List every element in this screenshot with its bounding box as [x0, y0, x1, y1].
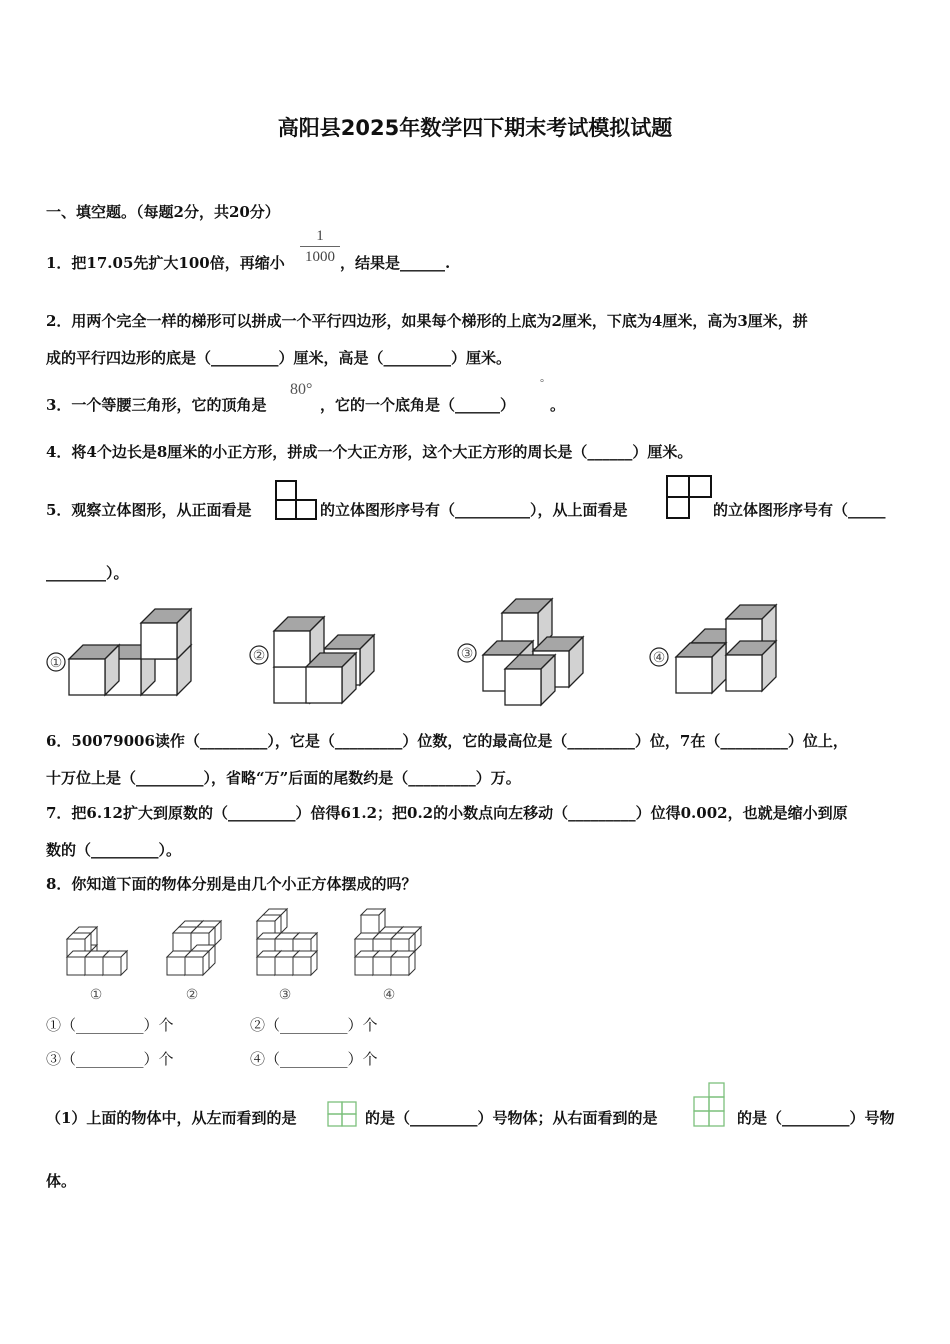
q5-text-b: 的立体图形序号有（__________），从上面看是: [320, 501, 628, 519]
q7-line2: 数的（_________）。: [46, 841, 182, 859]
q8-stem: 8．你知道下面的物体分别是由几个小正方体摆成的吗？: [46, 875, 417, 893]
q8-figure-2: [167, 921, 221, 1003]
figure-4: [650, 605, 776, 693]
figure-label: ②: [185, 988, 199, 1003]
q2-line1: 2．用两个完全一样的梯形可以拼成一个平行四边形，如果每个梯形的上底为2厘米，下底为4厘米，高为3厘米，拼: [46, 312, 808, 330]
q8-answer-1: ①（_________）个: [46, 1016, 174, 1034]
q8-figure-3: [257, 909, 317, 1003]
top-view-icon: [665, 474, 713, 520]
figure-label: ④: [382, 988, 396, 1003]
q6-line1: 6．50079006读作（_________），它是（_________）位数，它的最高位是（_________）位，7在（_________）位上，: [46, 732, 848, 750]
q8-figures: [55, 905, 435, 1005]
figure-1: [47, 609, 191, 695]
right-view-icon: [693, 1082, 727, 1130]
left-view-icon: [327, 1101, 359, 1129]
q5-line2: ________）。: [46, 564, 129, 582]
q2-line2: 成的平行四边形的底是（_________）厘米，高是（_________）厘米。: [46, 349, 512, 367]
q8-sub1-d: 体。: [46, 1172, 77, 1190]
page-title: 高阳县2025年数学四下期末考试模拟试题: [277, 116, 673, 140]
q3-degree: °: [540, 378, 544, 389]
figure-3: [458, 599, 583, 705]
q6-line2: 十万位上是（_________），省略“万”后面的尾数约是（_________）万。: [46, 769, 521, 787]
figure-label: ②: [252, 649, 266, 664]
figure-label: ③: [460, 647, 474, 662]
front-view-icon: [274, 480, 320, 522]
q8-figure-1: [67, 927, 127, 1003]
figure-label: ③: [278, 988, 292, 1003]
q5-text-a: 5．观察立体图形，从正面看是: [46, 501, 252, 519]
q1-fraction: [300, 228, 340, 265]
q8-answer-3: ③（_________）个: [46, 1050, 174, 1068]
q8-figure-4: [355, 909, 421, 1003]
q7-line1: 7．把6.12扩大到原数的（_________）倍得61.2；把0.2的小数点向左移动（_________）位得0.002，也就是缩小到原: [46, 804, 848, 822]
fraction-denominator: 1000: [305, 249, 335, 265]
q3-text-b: ，它的一个底角是（______）: [320, 396, 516, 414]
q5-text-c: 的立体图形序号有（_____: [713, 501, 886, 519]
figure-label: ①: [89, 988, 103, 1003]
q1-text-a: 1．把17.05先扩大100倍，再缩小: [46, 254, 285, 272]
q1-text-b: ，结果是______.: [340, 254, 451, 272]
figure-label: ①: [49, 656, 63, 671]
q3-angle: 80°: [290, 381, 313, 398]
q8-answer-4: ④（_________）个: [250, 1050, 378, 1068]
q8-sub1-b: 的是（_________）号物体；从右面看到的是: [365, 1109, 658, 1127]
figure-label: ④: [652, 651, 666, 666]
figure-2: [250, 617, 374, 703]
q8-sub1-a: （1）上面的物体中，从左而看到的是: [46, 1109, 297, 1127]
q8-sub1-c: 的是（_________）号物: [737, 1109, 895, 1127]
q3-text-a: 3．一个等腰三角形，它的顶角是: [46, 396, 267, 414]
section-heading: 一、填空题。（每题2分，共20分）: [46, 203, 280, 221]
fraction-numerator: 1: [316, 228, 324, 244]
q3-text-c: 。: [550, 396, 566, 414]
q5-figures: [40, 595, 920, 710]
q8-answer-2: ②（_________）个: [250, 1016, 378, 1034]
q4-text: 4．将4个边长是8厘米的小正方形，拼成一个大正方形，这个大正方形的周长是（______）厘米。: [46, 443, 693, 461]
